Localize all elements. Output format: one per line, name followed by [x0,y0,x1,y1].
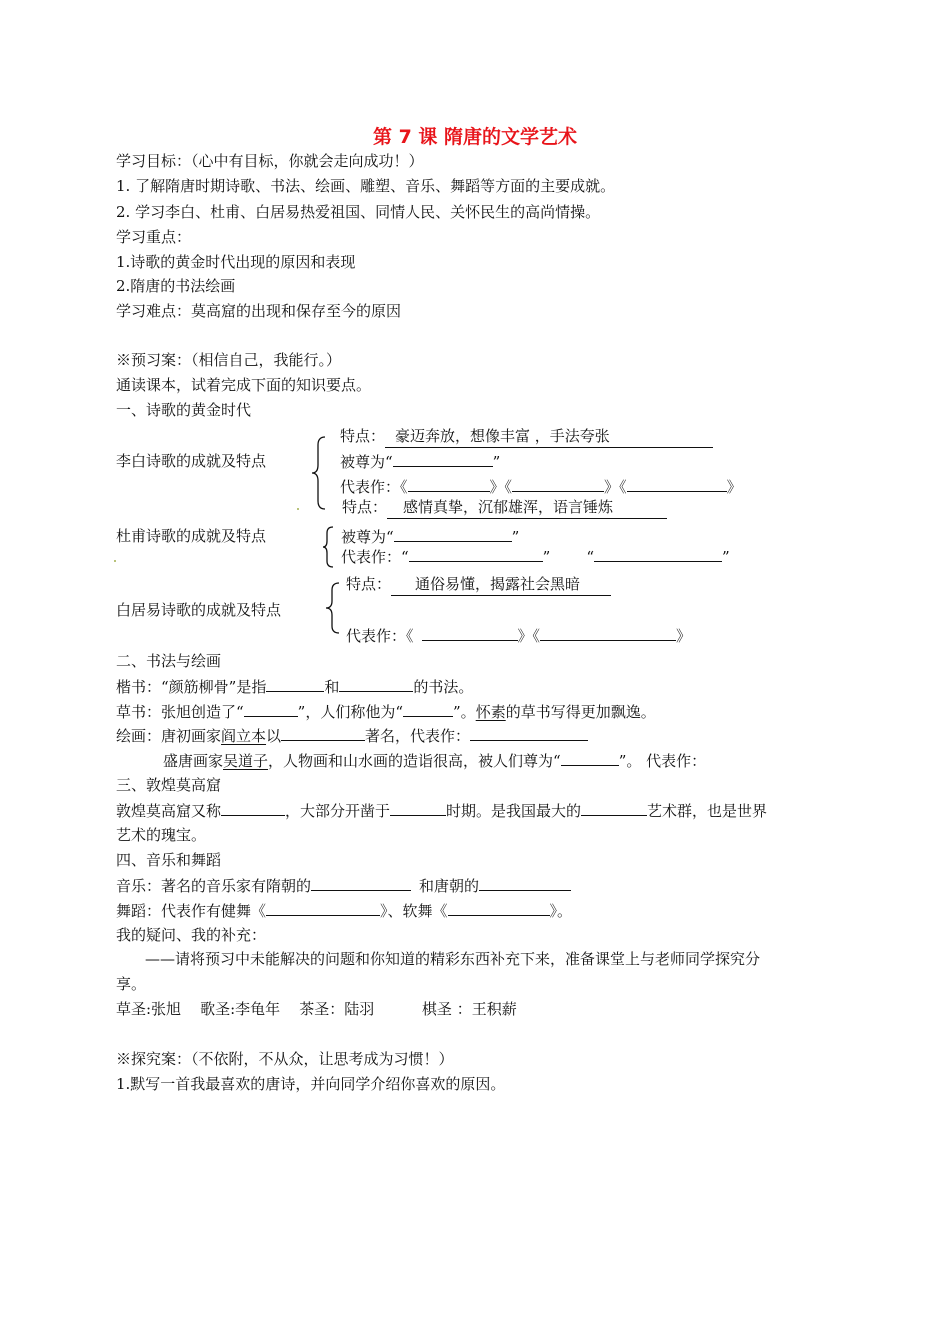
dufu-honor-line: 被尊为“ ” [341,528,520,546]
explore-item-1: 1.默写一首我最喜欢的唐诗，并向同学介绍你喜欢的原因。 [116,1075,506,1093]
dufu-work-blank-2[interactable] [594,546,722,562]
shengtang-blank[interactable] [561,750,619,766]
baijuyi-brace [325,582,341,634]
kaishu-blank-2[interactable] [339,676,413,692]
mogao-blank-2[interactable] [390,800,446,816]
music-blank-2[interactable] [479,875,571,891]
kaishu-line: 楷书：“颜筋柳骨”是指 和 的书法。 [116,678,474,696]
baijuyi-works-line: 代表作：《 》《 》 [346,627,692,645]
libai-honor-line: 被尊为“ ” [340,453,501,471]
libai-works-line: 代表作：《 》《 》《 》 [340,478,742,496]
mogao-blank-3[interactable] [581,800,647,816]
mogao-line-1: 敦煌莫高窟又称 ，大部分开凿于 时期。是我国最大的 艺术群，也是世界 [116,802,768,820]
kaishu-blank-1[interactable] [266,676,324,692]
caoshu-blank-1[interactable] [244,701,298,717]
dufu-label: 杜甫诗歌的成就及特点 [116,527,267,545]
caoshu-blank-2[interactable] [403,701,453,717]
libai-feature-label: 特点： [340,427,386,445]
shengtang-line: 盛唐画家吴道子，人物画和山水画的造诣很高，被人们尊为“ ”。 代表作： [163,752,707,770]
baijuyi-feature-label: 特点： [346,575,392,593]
section4-heading: 四、音乐和舞蹈 [116,851,222,869]
section1-heading: 一、诗歌的黄金时代 [116,401,252,419]
huihua-line: 绘画：唐初画家阎立本以 著名，代表作： [116,725,588,746]
keypoints-heading: 学习重点： [116,228,192,246]
music-blank-1[interactable] [311,875,411,891]
dance-line: 舞蹈：代表作有健舞《 》、软舞《 》。 [116,902,573,920]
preview-heading: ※预习案：（相信自己，我能行。） [116,351,342,369]
dufu-brace [322,526,334,568]
mogao-line-2: 艺术的瑰宝。 [116,826,207,844]
goal-item-2: 2. 学习李白、杜甫、白居易热爱祖国、同情人民、关怀民生的高尚情操。 [116,203,601,221]
libai-feature-value: 豪迈奔放，想像丰富 ，手法夸张 [385,426,713,448]
keypoint-item-2: 2.隋唐的书法绘画 [116,277,236,295]
questions-heading: 我的疑问、我的补充： [116,926,267,944]
libai-label: 李白诗歌的成就及特点 [116,452,267,470]
section3-heading: 三、敦煌莫高窟 [116,776,222,794]
baijuyi-label: 白居易诗歌的成就及特点 [116,601,282,619]
saints-line: 草圣:张旭 歌圣:李龟年 茶圣：陆羽 棋圣 ：王积薪 [116,1000,517,1018]
libai-feature-line [340,426,713,448]
dance-blank-1[interactable] [266,900,380,916]
dufu-feature-line [342,497,667,519]
dance-blank-2[interactable] [448,900,550,916]
mogao-blank-1[interactable] [221,800,285,816]
section2-heading: 二、书法与绘画 [116,652,222,670]
baijuyi-feature-value: 通俗易懂，揭露社会黑暗 [391,574,611,596]
dufu-works-line: 代表作：“ ” “ ” [341,548,730,566]
huihua-blank-1[interactable] [281,725,365,741]
dufu-honor-blank[interactable] [394,526,512,542]
baijuyi-feature-line [346,574,611,596]
preview-intro: 通读课本，试着完成下面的知识要点。 [116,376,372,394]
dufu-work-blank-1[interactable] [409,546,543,562]
libai-work-blank-2[interactable] [512,476,604,492]
dufu-feature-value: 感情真挚，沉郁雄浑，语言锤炼 [387,497,667,519]
stray-dot-2 [114,560,116,562]
keypoint-item-1: 1.诗歌的黄金时代出现的原因和表现 [116,253,356,271]
goals-heading: 学习目标：（心中有目标，你就会走向成功！） [116,152,424,170]
caoshu-line: 草书：张旭创造了“ ”，人们称他为“ ”。怀素的草书写得更加飘逸。 [116,703,656,721]
libai-brace [311,436,327,510]
baijuyi-work-blank-2[interactable] [540,625,676,641]
questions-line-2: 享。 [116,975,147,993]
music-line: 音乐：著名的音乐家有隋朝的 和唐朝的 [116,875,571,896]
difficulty-line: 学习难点：莫高窟的出现和保存至今的原因 [116,302,402,320]
libai-work-blank-1[interactable] [408,476,490,492]
libai-work-blank-3[interactable] [627,476,727,492]
stray-dot [297,508,299,510]
libai-honor-blank[interactable] [393,451,493,467]
huihua-blank-2[interactable] [470,725,588,741]
page-title: 第 7 课 隋唐的文学艺术 [372,126,578,148]
questions-line-1: ——请将预习中未能解决的问题和你知道的精彩东西补充下来，准备课堂上与老师同学探究分 [145,950,761,968]
baijuyi-work-blank-1[interactable] [422,625,518,641]
explore-heading: ※探究案：（不依附，不从众，让思考成为习惯！） [116,1050,454,1068]
goal-item-1: 1. 了解隋唐时期诗歌、书法、绘画、雕塑、音乐、舞蹈等方面的主要成就。 [116,177,616,195]
dufu-feature-label: 特点： [342,498,388,516]
